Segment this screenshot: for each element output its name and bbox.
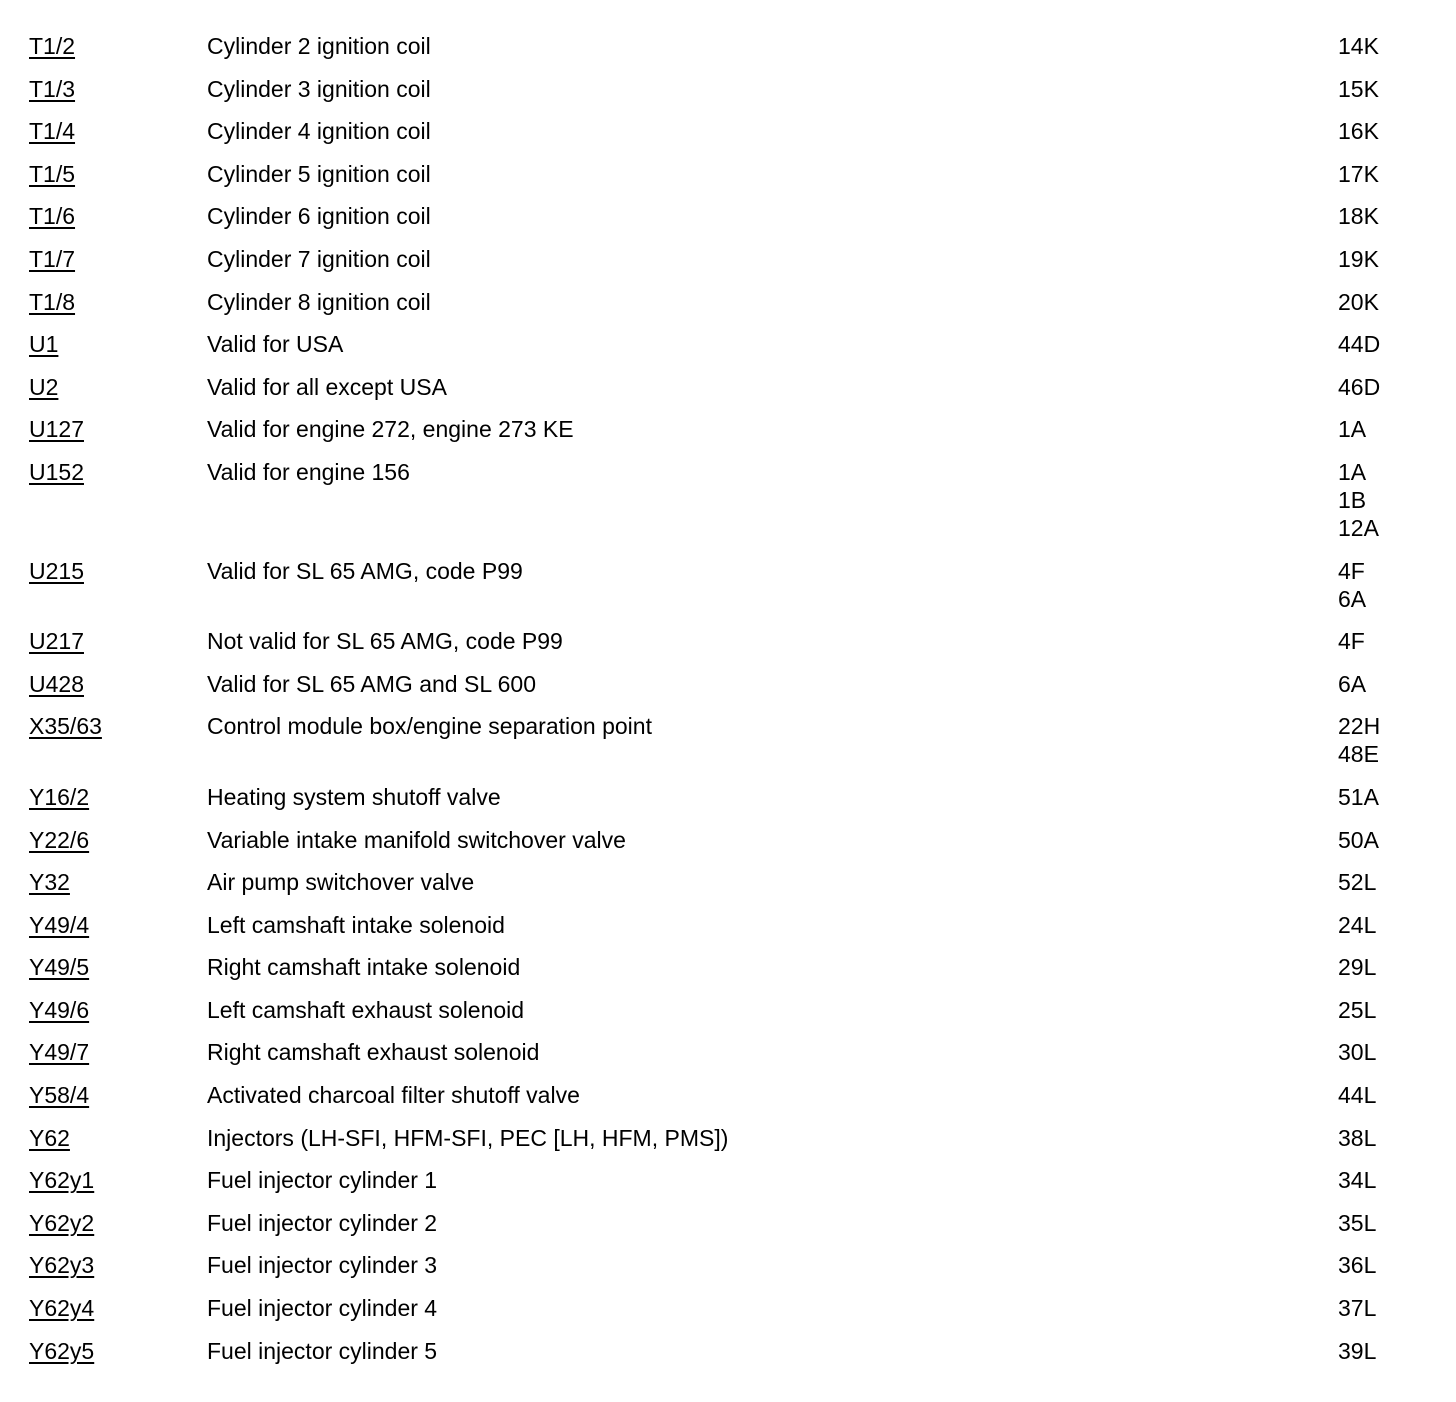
grid-reference-list [1338,458,1379,542]
component-code-link[interactable]: Y16/2 [29,783,90,810]
component-description: Fuel injector cylinder 3 [207,1252,438,1279]
component-code-link[interactable]: Y49/6 [29,996,90,1023]
grid-reference: 4F [1338,557,1365,584]
grid-reference: 17K [1338,160,1379,187]
component-description: Fuel injector cylinder 4 [207,1295,438,1322]
legend-row [0,328,1456,371]
component-code-link[interactable]: U152 [29,458,84,485]
grid-reference-list [1338,288,1379,316]
component-description: Cylinder 4 ignition coil [207,118,431,145]
grid-reference-list [1338,373,1380,401]
component-description: Valid for all except USA [207,373,447,400]
component-code-link[interactable]: Y49/7 [29,1039,90,1066]
grid-reference-list [1338,202,1379,230]
grid-reference: 12A [1338,514,1379,541]
component-description: Variable intake manifold switchover valve [207,826,626,853]
component-code-link[interactable]: U127 [29,416,84,443]
legend-row [0,625,1456,668]
component-description: Cylinder 6 ignition coil [207,203,431,230]
legend-row [0,951,1456,994]
component-description: Left camshaft exhaust solenoid [207,996,525,1023]
grid-reference: 52L [1338,869,1377,896]
grid-reference-list [1338,712,1380,768]
grid-reference: 44D [1338,331,1381,358]
legend-row [0,1207,1456,1250]
grid-reference: 1A [1338,416,1367,443]
grid-reference-list [1338,826,1379,854]
component-code-link[interactable]: U2 [29,373,59,400]
legend-row [0,1335,1456,1378]
grid-reference-list [1338,32,1379,60]
grid-reference-list [1338,627,1365,655]
grid-reference-list [1338,783,1379,811]
grid-reference-list [1338,160,1379,188]
legend-row [0,866,1456,909]
grid-reference-list [1338,557,1366,613]
legend-row [0,994,1456,1037]
grid-reference-list [1338,868,1376,896]
component-code-link[interactable]: Y62y1 [29,1167,95,1194]
component-description: Right camshaft exhaust solenoid [207,1039,540,1066]
legend-row [0,1164,1456,1207]
grid-reference: 48E [1338,741,1379,768]
grid-reference: 1A [1338,458,1367,485]
legend-row [0,1036,1456,1079]
grid-reference-list [1338,1251,1376,1279]
component-description: Valid for engine 272, engine 273 KE [207,416,574,443]
component-description: Injectors (LH-SFI, HFM-SFI, PEC [LH, HFM, PMS]) [207,1124,729,1151]
grid-reference: 24L [1338,911,1377,938]
grid-reference: 29L [1338,954,1377,981]
component-description: Cylinder 7 ignition coil [207,245,431,272]
component-code-link[interactable]: U215 [29,557,84,584]
component-description: Valid for SL 65 AMG, code P99 [207,557,523,584]
grid-reference: 38L [1338,1124,1377,1151]
legend-row [0,200,1456,243]
component-code-link[interactable]: Y49/5 [29,954,90,981]
legend-row [0,1079,1456,1122]
component-description: Valid for engine 156 [207,458,410,485]
component-code-link[interactable]: U1 [29,331,59,358]
component-code-link[interactable]: T1/6 [29,203,76,230]
component-description: Not valid for SL 65 AMG, code P99 [207,628,563,655]
grid-reference: 6A [1338,670,1367,697]
component-description: Fuel injector cylinder 1 [207,1167,438,1194]
grid-reference: 44L [1338,1082,1377,1109]
grid-reference: 16K [1338,118,1379,145]
legend-row [0,243,1456,286]
component-description: Air pump switchover valve [207,869,475,896]
legend-row [0,73,1456,116]
component-description: Cylinder 8 ignition coil [207,288,431,315]
grid-reference-list [1338,1294,1376,1322]
grid-reference: 22H [1338,713,1381,740]
legend-row [0,30,1456,73]
component-code-link[interactable]: T1/5 [29,160,76,187]
grid-reference-list [1338,1081,1376,1109]
grid-reference: 20K [1338,288,1379,315]
grid-reference: 46D [1338,373,1381,400]
legend-row [0,909,1456,952]
component-code-link[interactable]: Y62y5 [29,1337,95,1364]
legend-row [0,158,1456,201]
component-description: Left camshaft intake solenoid [207,911,505,938]
component-code-link[interactable]: U428 [29,670,84,697]
grid-reference: 14K [1338,33,1379,59]
grid-reference: 36L [1338,1252,1377,1279]
grid-reference-list [1338,1209,1376,1237]
grid-reference-list [1338,911,1376,939]
legend-row [0,1249,1456,1292]
component-description: Valid for SL 65 AMG and SL 600 [207,670,537,697]
grid-reference: 34L [1338,1167,1377,1194]
component-code-link[interactable]: T1/4 [29,118,76,145]
grid-reference: 50A [1338,826,1379,853]
component-description: Control module box/engine separation point [207,713,652,740]
grid-reference-list [1338,415,1366,443]
legend-row [0,824,1456,867]
grid-reference: 15K [1338,75,1379,102]
grid-reference-list [1338,330,1380,358]
component-description: Cylinder 5 ignition coil [207,160,431,187]
legend-row [0,286,1456,329]
grid-reference-list [1338,1038,1376,1066]
grid-reference: 19K [1338,245,1379,272]
legend-row [0,710,1456,781]
component-code-link[interactable]: T1/3 [29,75,76,102]
component-description: Fuel injector cylinder 5 [207,1337,438,1364]
grid-reference: 51A [1338,783,1379,810]
component-description: Fuel injector cylinder 2 [207,1209,438,1236]
grid-reference: 6A [1338,585,1367,612]
component-description: Heating system shutoff valve [207,783,501,810]
component-code-link[interactable]: Y62y3 [29,1252,95,1279]
legend-row [0,456,1456,555]
grid-reference-list [1338,245,1379,273]
component-description: Right camshaft intake solenoid [207,954,521,981]
component-description: Cylinder 2 ignition coil [207,33,431,59]
grid-reference-list [1338,670,1366,698]
component-code-link[interactable]: Y49/4 [29,911,90,938]
grid-reference: 35L [1338,1209,1377,1236]
component-code-link[interactable]: X35/63 [29,713,102,740]
grid-reference: 37L [1338,1295,1377,1322]
grid-reference: 30L [1338,1039,1377,1066]
grid-reference: 18K [1338,203,1379,230]
component-code-link[interactable]: Y32 [29,869,70,896]
grid-reference-list [1338,1124,1376,1152]
component-legend [0,30,1456,1377]
legend-row [0,115,1456,158]
legend-row [0,413,1456,456]
legend-row [0,1122,1456,1165]
grid-reference-list [1338,117,1379,145]
grid-reference: 4F [1338,628,1365,655]
legend-row [0,371,1456,414]
component-code-link[interactable]: Y62y2 [29,1209,95,1236]
grid-reference-list [1338,953,1376,981]
legend-row [0,668,1456,711]
component-description: Cylinder 3 ignition coil [207,75,431,102]
grid-reference-list [1338,75,1379,103]
grid-reference-list [1338,1166,1376,1194]
legend-row [0,555,1456,626]
component-code-link[interactable]: Y62y4 [29,1295,95,1322]
component-code-link[interactable]: T1/2 [29,33,76,59]
legend-row [0,781,1456,824]
legend-row [0,1292,1456,1335]
component-description: Valid for USA [207,331,344,358]
grid-reference: 25L [1338,996,1377,1023]
grid-reference-list [1338,996,1376,1024]
grid-reference: 39L [1338,1337,1377,1364]
component-code-link[interactable]: Y22/6 [29,826,90,853]
component-code-link[interactable]: Y58/4 [29,1082,90,1109]
component-code-link[interactable]: T1/8 [29,288,76,315]
grid-reference: 1B [1338,486,1367,513]
component-code-link[interactable]: T1/7 [29,245,76,272]
grid-reference-list [1338,1337,1376,1365]
component-code-link[interactable]: Y62 [29,1124,70,1151]
component-description: Activated charcoal filter shutoff valve [207,1082,580,1109]
component-code-link[interactable]: U217 [29,628,84,655]
